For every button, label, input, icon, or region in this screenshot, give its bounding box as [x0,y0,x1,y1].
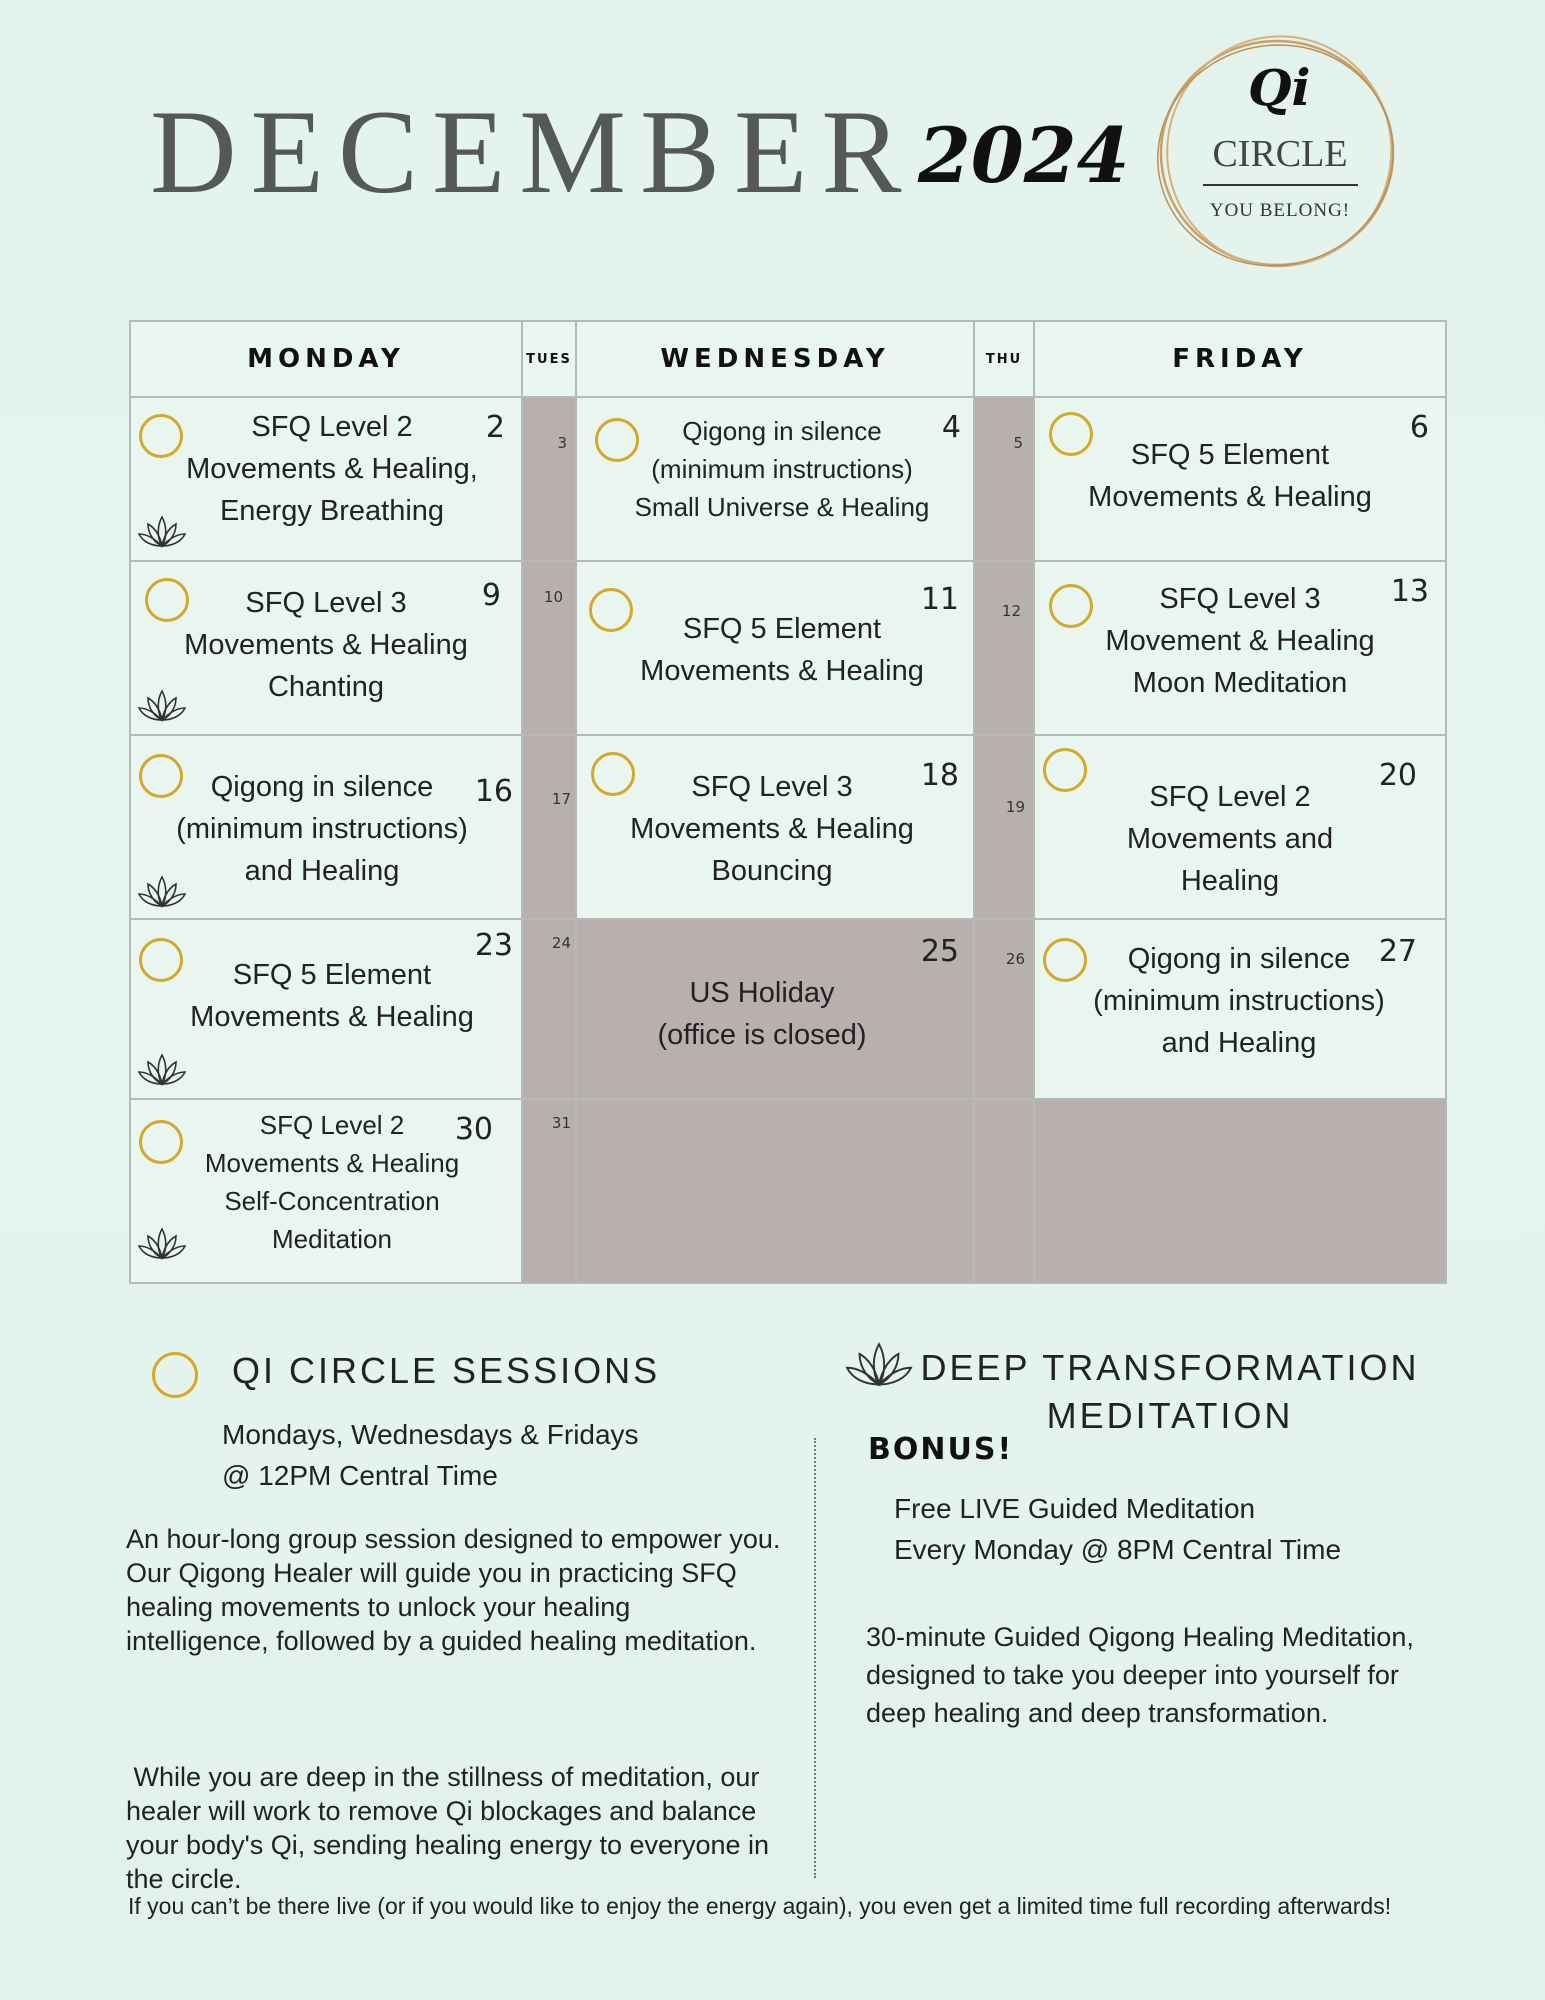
meditation-title: DEEP TRANSFORMATION MEDITATION [920,1347,1420,1436]
day-cell-19 [973,734,1035,920]
day-number: 4 [941,410,961,445]
logo-circle-text: CIRCLE [1212,133,1348,175]
sessions-description: An hour-long group session designed to empower you. Our Qigong Healer will guide you in practicing SFQ healing movements to unlock your healing intelligence, followed by a guided healing meditation. [126,1524,781,1656]
day-cell-6[interactable] [1033,396,1447,562]
sessions-title: QI CIRCLE SESSIONS [232,1350,661,1391]
event-text: SFQ Level 2 Movements & Healing Self-Concentration Meditation [204,1110,460,1254]
bonus-details: Free LIVE Guided Meditation Every Monday @ 8PM Central Time [894,1493,1342,1565]
day-number: 2 [485,410,505,445]
day-number: 18 [920,758,959,793]
lotus-icon [137,514,187,550]
footer-note: If you can’t be there live (or if you would like to enjoy the energy again), you even get a limited time full recording afterwards! [128,1893,1392,1919]
day-cell-23[interactable] [129,918,523,1100]
day-cell-16[interactable] [129,734,523,920]
header-wednesday: WEDNESDAY [575,320,975,398]
month-title: DECEMBER [150,85,916,218]
header-friday: FRIDAY [1033,320,1447,398]
day-cell-20[interactable] [1033,734,1447,920]
day-cell-24 [521,918,577,1100]
day-cell-18[interactable] [575,734,975,920]
day-cell-31 [521,1098,577,1284]
sessions-description-2: While you are deep in the stillness of meditation, our healer will work to remove Qi blockages and balance your body's Qi, sending healing energy to everyone in the circle. [126,1762,770,1894]
day-number: 3 [557,434,567,452]
lotus-icon [137,1226,187,1262]
bonus-label: BONUS! [868,1432,1014,1467]
event-text: SFQ 5 Element Movements & Healing [1088,439,1372,513]
event-text: SFQ Level 2 Movements and Healing [1126,781,1334,897]
logo-qi-text: Qi [1248,58,1311,117]
lotus-icon [137,1052,187,1088]
day-cell-27[interactable] [1033,918,1447,1100]
day-cell-26 [973,918,1035,1100]
calendar-grid [129,320,1447,1284]
day-cell-5 [973,396,1035,562]
event-text: Qigong in silence (minimum instructions) Small Universe & Healing [634,416,930,522]
logo-tagline: YOU BELONG! [1209,200,1351,221]
event-text: SFQ Level 3 Movement & Healing Moon Meditation [1105,583,1375,699]
day-number: 17 [551,790,571,808]
logo-divider [1203,184,1358,186]
day-cell-3 [521,396,577,562]
day-number: 9 [481,578,501,613]
day-cell-11[interactable] [575,560,975,736]
day-number: 19 [1005,798,1025,816]
day-cell-10 [521,560,577,736]
holiday-text: US Holiday (office is closed) [657,977,867,1051]
day-cell-13[interactable] [1033,560,1447,736]
day-number: 16 [474,774,513,809]
day-number: 23 [474,928,513,963]
sessions-schedule: Mondays, Wednesdays & Fridays @ 12PM Central Time [222,1419,639,1491]
event-text: SFQ Level 2 Movements & Healing, Energy Breathing [186,411,478,527]
day-number: 20 [1378,758,1417,793]
header-monday: MONDAY [129,320,523,398]
day-number: 27 [1378,934,1417,969]
event-text: Qigong in silence (minimum instructions) and Healing [1093,943,1385,1059]
event-text: SFQ 5 Element Movements & Healing [640,613,924,687]
lotus-icon [137,874,187,910]
section-divider [814,1438,816,1878]
day-number: 13 [1390,574,1429,609]
qi-circle-session-icon [152,1352,198,1398]
day-cell-25-holiday [575,918,975,1100]
lotus-icon [137,688,187,724]
empty-cell [973,1098,1035,1284]
header-tuesday: TUES [521,320,577,398]
day-cell-17 [521,734,577,920]
day-number: 31 [551,1114,571,1132]
day-number: 24 [551,934,571,952]
day-number: 5 [1013,434,1023,452]
year-title: 2024 [918,111,1130,200]
day-cell-9[interactable] [129,560,523,736]
empty-cell [1033,1098,1447,1284]
event-text: Qigong in silence (minimum instructions) and Healing [176,771,468,887]
event-text: SFQ Level 3 Movements & Healing Chanting [184,587,468,703]
day-cell-12 [973,560,1035,736]
meditation-description: 30-minute Guided Qigong Healing Meditation, designed to take you deeper into yourself for deep healing and deep transformation. [866,1622,1414,1728]
day-number: 11 [920,582,959,617]
empty-cell [575,1098,975,1284]
event-text: SFQ Level 3 Movements & Healing Bouncing [630,771,914,887]
day-number: 26 [1005,950,1025,968]
event-text: SFQ 5 Element Movements & Healing [190,959,474,1033]
day-number: 30 [454,1112,493,1147]
day-cell-4[interactable] [575,396,975,562]
day-number: 12 [1001,602,1021,620]
day-cell-30[interactable] [129,1098,523,1284]
day-number: 10 [543,588,563,606]
day-number: 25 [920,934,959,969]
day-cell-2[interactable] [129,396,523,562]
header-thursday: THU [973,320,1035,398]
day-number: 6 [1409,410,1429,445]
